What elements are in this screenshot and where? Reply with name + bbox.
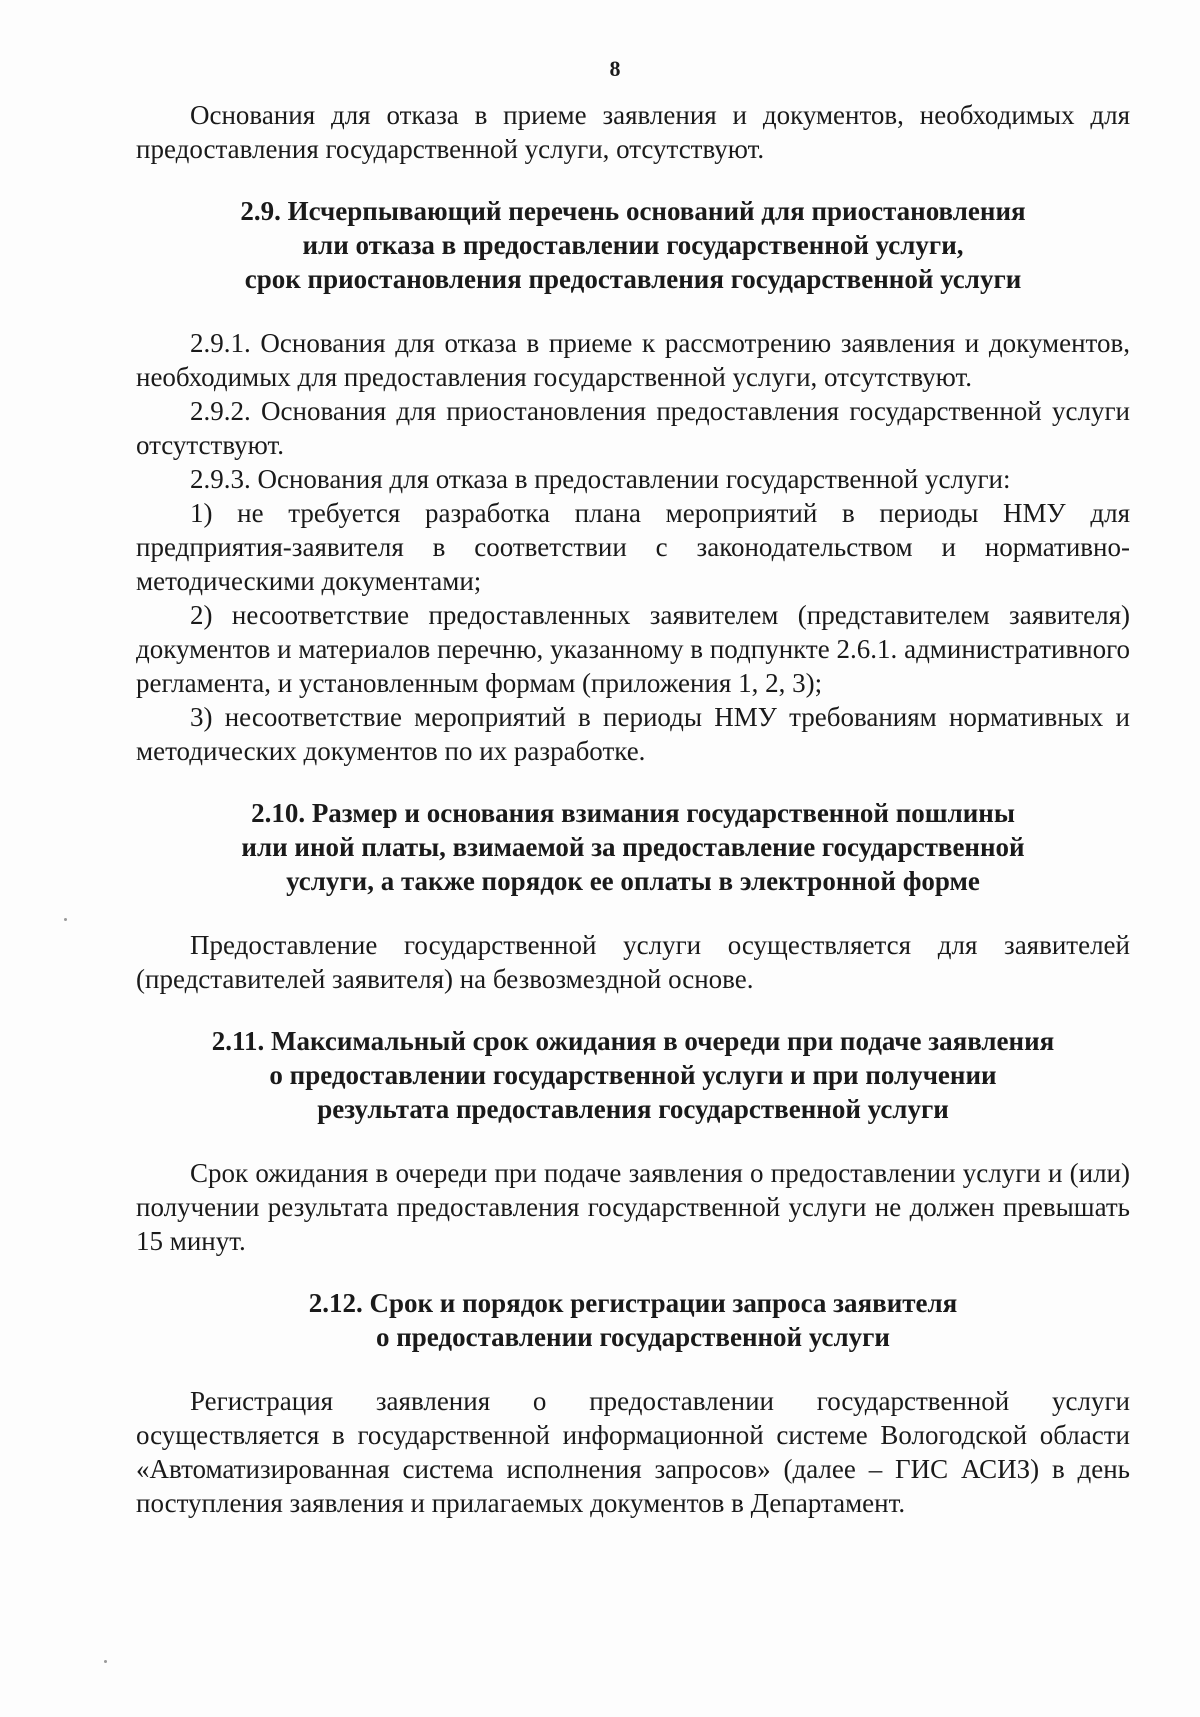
heading-line: 2.12. Срок и порядок регистрации запроса заявителя <box>308 1288 958 1318</box>
heading-line: или иной платы, взимаемой за предоставление государственной <box>241 832 1025 862</box>
heading-line: результата предоставления государственной услуги <box>317 1094 949 1124</box>
section-2-12-heading <box>136 1286 1130 1354</box>
intro-paragraph: Основания для отказа в приеме заявления и документов, необходимых для предоставления государственной услуги, отсутствуют. <box>136 100 1130 164</box>
paragraph-2-11: Срок ожидания в очереди при подаче заявления о предоставлении услуги и (или) получении результата предоставления государственной услуги не должен превышать 15 минут. <box>136 1158 1130 1256</box>
paragraph-2-9-1: 2.9.1. Основания для отказа в приеме к рассмотрению заявления и документов, необходимых для предоставления государственной услуги, отсутствуют. <box>136 328 1130 392</box>
list-item-3: 3) несоответствие мероприятий в периоды НМУ требованиям нормативных и методических документов по их разработке. <box>136 702 1130 766</box>
list-item-1: 1) не требуется разработка плана мероприятий в периоды НМУ для предприятия-заявителя в соответствии с законодательством и нормативно-методическими документами; <box>136 498 1130 596</box>
page-number: 8 <box>609 56 621 81</box>
section-2-11-heading <box>136 1024 1130 1126</box>
heading-line: срок приостановления предоставления государственной услуги <box>244 264 1022 294</box>
list-item-2: 2) несоответствие предоставленных заявителем (представителем заявителя) документов и материалов перечню, указанному в подпункте 2.6.1. административного регламента, и установленным формам (приложения 1, 2, 3); <box>136 600 1130 698</box>
heading-line: о предоставлении государственной услуги <box>375 1322 890 1352</box>
scan-speck <box>104 1660 107 1663</box>
heading-line: 2.11. Максимальный срок ожидания в очереди при подаче заявления <box>211 1026 1055 1056</box>
document-body <box>136 98 1130 1520</box>
section-2-12 <box>136 1286 1130 1520</box>
paragraph-2-12: Регистрация заявления о предоставлении государственной услуги осуществляется в государственной информационной системе Вологодской области «Автоматизированная система исполнения запросов» (далее – ГИС АСИЗ) в день поступления заявления и прилагаемых документов в Департамент. <box>136 1386 1130 1518</box>
section-2-11 <box>136 1024 1130 1258</box>
heading-line: 2.9. Исчерпывающий перечень оснований для приостановления <box>240 196 1026 226</box>
section-2-9 <box>136 194 1130 768</box>
heading-line: или отказа в предоставлении государственной услуги, <box>302 230 964 260</box>
heading-line: услуги, а также порядок ее оплаты в электронной форме <box>286 866 980 896</box>
section-2-10-heading <box>136 796 1130 898</box>
heading-line: о предоставлении государственной услуги и при получении <box>269 1060 997 1090</box>
paragraph-2-10: Предоставление государственной услуги осуществляется для заявителей (представителей заявителя) на безвозмездной основе. <box>136 930 1130 994</box>
scan-speck <box>64 918 67 921</box>
heading-line: 2.10. Размер и основания взимания государственной пошлины <box>251 798 1015 828</box>
section-2-10 <box>136 796 1130 996</box>
section-2-9-heading <box>136 194 1130 296</box>
paragraph-2-9-3: 2.9.3. Основания для отказа в предоставлении государственной услуги: <box>190 464 1011 494</box>
paragraph-2-9-2: 2.9.2. Основания для приостановления предоставления государственной услуги отсутствуют. <box>136 396 1130 460</box>
